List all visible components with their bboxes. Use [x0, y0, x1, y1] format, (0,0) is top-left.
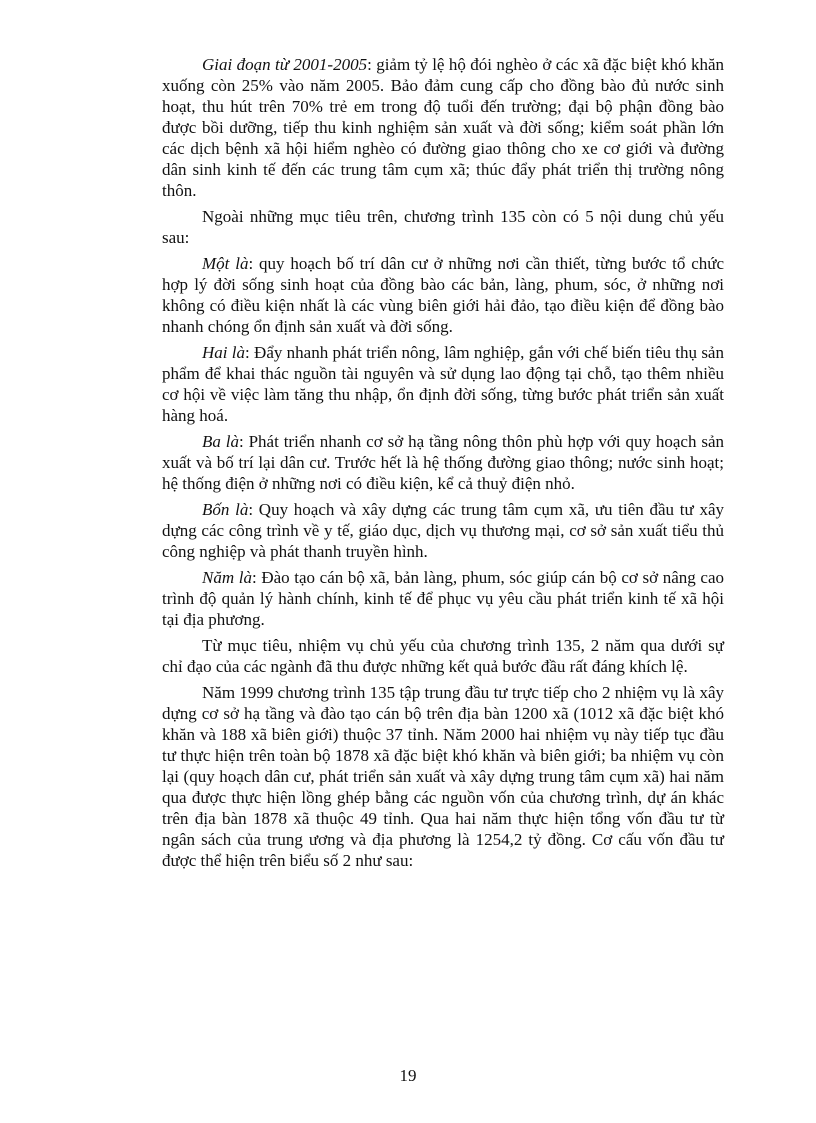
paragraph-ba-la [162, 431, 724, 494]
paragraph-mot-la [162, 253, 724, 337]
paragraph-lead: Giai đoạn từ 2001-2005 [202, 55, 368, 74]
paragraph-text: : Phát triển nhanh cơ sở hạ tầng nông thôn phù hợp với quy hoạch sản xuất và bố trí lại dân cư. Trước hết là hệ thống đường giao thông; nước sinh hoạt; hệ thống điện ở những nơi có điều kiện, kể cả thuỷ điện nhỏ. [162, 432, 725, 493]
paragraph-ket-qua [162, 635, 724, 677]
paragraph-lead: Hai là [202, 343, 246, 362]
paragraph-giai-doan [162, 54, 724, 201]
page-number: 19 [399, 1066, 417, 1085]
paragraph-text: : quy hoạch bố trí dân cư ở những nơi cần thiết, từng bước tổ chức hợp lý đời sống sinh hoạt của đồng bào các bản, làng, phum, sóc, ở những nơi không có điều kiện nhất là các vùng biên giới hải đảo, tạo điều kiện để đồng bào nhanh chóng ổn định sản xuất và đời sống. [162, 254, 724, 336]
paragraph-text: : Quy hoạch và xây dựng các trung tâm cụm xã, ưu tiên đầu tư xây dựng các công trình về y tế, giáo dục, dịch vụ thương mại, cơ sở sản xuất tiểu thủ công nghiệp và phát thanh truyền hình. [162, 500, 724, 561]
paragraph-text: Từ mục tiêu, nhiệm vụ chủ yếu của chương trình 135, 2 năm qua dưới sự chỉ đạo của các ngành đã thu được những kết quả bước đầu rất đáng khích lệ. [162, 636, 724, 676]
paragraph-nam-1999 [162, 682, 724, 871]
paragraph-lead: Bốn là [202, 500, 249, 519]
paragraph-text: : giảm tỷ lệ hộ đói nghèo ở các xã đặc biệt khó khăn xuống còn 25% vào năm 2005. Bảo đảm cung cấp cho đồng bào đủ nước sinh hoạt, thu hút trên 70% trẻ em trong độ tuổi đến trường; đại bộ phận đồng bào được bồi dưỡng, tiếp thu kinh nghiệm sản xuất và đời sống; kiểm soát phần lớn các dịch bệnh xã hội hiểm nghèo có đường giao thông cho xe cơ giới và đường dân sinh kinh tế đến các trung tâm cụm xã; thúc đẩy phát triển thị trường nông thôn. [162, 55, 724, 200]
paragraph-lead: Ba là [202, 432, 239, 451]
paragraph-text: : Đào tạo cán bộ xã, bản làng, phum, sóc giúp cán bộ cơ sở nâng cao trình độ quản lý hành chính, kinh tế để phục vụ yêu cầu phát triển kinh tế xã hội tại địa phương. [162, 568, 724, 629]
document-body [162, 54, 724, 876]
paragraph-text: : Đẩy nhanh phát triển nông, lâm nghiệp, gắn với chế biến tiêu thụ sản phẩm để khai thác nguồn tài nguyên và sử dụng lao động tại chỗ, tạo thêm nhiều cơ hội về việc làm tăng thu nhập, ổn định đời sống, từng bước phát triển sản xuất hàng hoá. [162, 343, 724, 425]
paragraph-hai-la [162, 342, 724, 426]
paragraph-nam-la [162, 567, 724, 630]
paragraph-bon-la [162, 499, 724, 562]
paragraph-intro-noi-dung [162, 206, 724, 248]
paragraph-text: Năm 1999 chương trình 135 tập trung đầu tư trực tiếp cho 2 nhiệm vụ là xây dựng cơ sở hạ tầng và đào tạo cán bộ trên địa bàn 1200 xã (1012 xã đặc biệt khó khăn và 188 xã biên giới) thuộc 37 tỉnh. Năm 2000 hai nhiệm vụ này tiếp tục đầu tư thực hiện trên toàn bộ 1878 xã đặc biệt khó khăn và biên giới; ba nhiệm vụ còn lại (quy hoạch dân cư, phát triển sản xuất và xây dựng trung tâm cụm xã) hai năm qua được thực hiện lồng ghép bằng các nguồn vốn của chương trình, dự án khác trên địa bàn 1878 xã thuộc 49 tỉnh. Qua hai năm thực hiện tổng vốn đầu tư từ ngân sách của trung ương và địa phương là 1254,2 tỷ đồng. Cơ cấu vốn đầu tư được thể hiện trên biểu số 2 như sau: [162, 683, 724, 870]
paragraph-lead: Năm là [202, 568, 252, 587]
paragraph-lead: Một là [202, 254, 249, 273]
paragraph-text: Ngoài những mục tiêu trên, chương trình 135 còn có 5 nội dung chủ yếu sau: [162, 207, 724, 247]
